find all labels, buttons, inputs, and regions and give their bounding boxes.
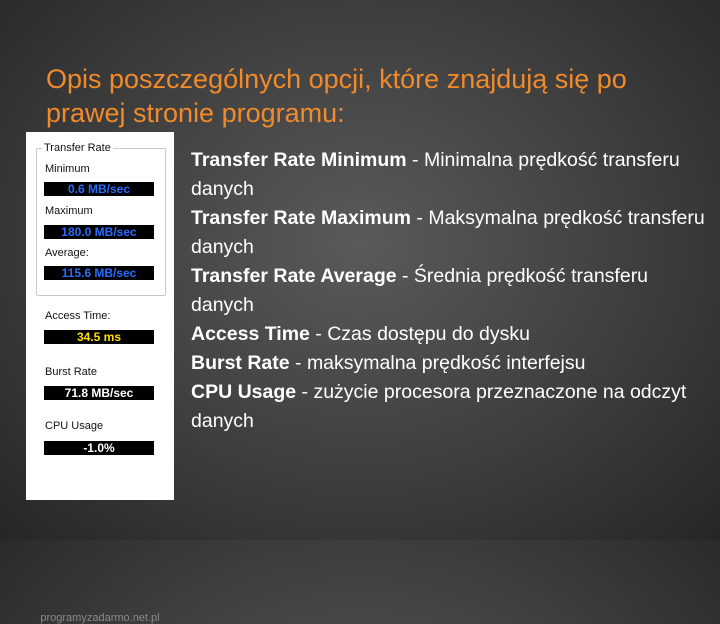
transfer-rate-group-label: Transfer Rate xyxy=(44,142,111,154)
minimum-value: 0.6 MB/sec xyxy=(44,182,154,196)
benchmark-results-panel xyxy=(26,132,174,624)
average-value: 115.6 MB/sec xyxy=(44,266,154,280)
maximum-value: 180.0 MB/sec xyxy=(44,225,154,239)
description-item xyxy=(191,204,706,262)
maximum-label: Maximum xyxy=(45,205,93,217)
description-text: - maksymalna prędkość interfejsu xyxy=(289,352,586,374)
description-text: - Minimalna prędkość transferu danych xyxy=(191,149,680,200)
burst-rate-label: Burst Rate xyxy=(45,366,97,378)
description-item xyxy=(191,320,706,349)
description-item xyxy=(191,146,706,204)
watermark-text: programyzadarmo.net.pl xyxy=(40,612,160,624)
access-time-value: 34.5 ms xyxy=(44,330,154,344)
description-term: Burst Rate xyxy=(191,352,290,374)
description-term: CPU Usage xyxy=(191,381,297,403)
description-term: Transfer Rate Average xyxy=(191,265,397,287)
description-text: - zużycie procesora przeznaczone na odczyt danych xyxy=(191,381,687,432)
access-time-label: Access Time: xyxy=(45,310,111,322)
description-text: - Maksymalna prędkość transferu danych xyxy=(191,207,705,258)
cpu-usage-value: -1.0% xyxy=(44,441,154,455)
minimum-label: Minimum xyxy=(45,163,90,175)
description-text: - Czas dostępu do dysku xyxy=(309,323,530,345)
options-description-list xyxy=(191,146,706,436)
cpu-usage-label: CPU Usage xyxy=(45,420,104,432)
average-label: Average: xyxy=(45,247,89,259)
description-text: - Średnia prędkość transferu danych xyxy=(191,265,649,316)
description-term: Transfer Rate Maximum xyxy=(191,207,411,229)
description-term: Access Time xyxy=(191,323,310,345)
burst-rate-value: 71.8 MB/sec xyxy=(44,386,154,400)
description-term: Transfer Rate Minimum xyxy=(191,149,407,171)
slide-title: Opis poszczególnych opcji, które znajdują się po prawej stronie programu: xyxy=(46,64,627,129)
description-item xyxy=(191,262,706,320)
description-item xyxy=(191,378,706,436)
description-item xyxy=(191,349,706,378)
